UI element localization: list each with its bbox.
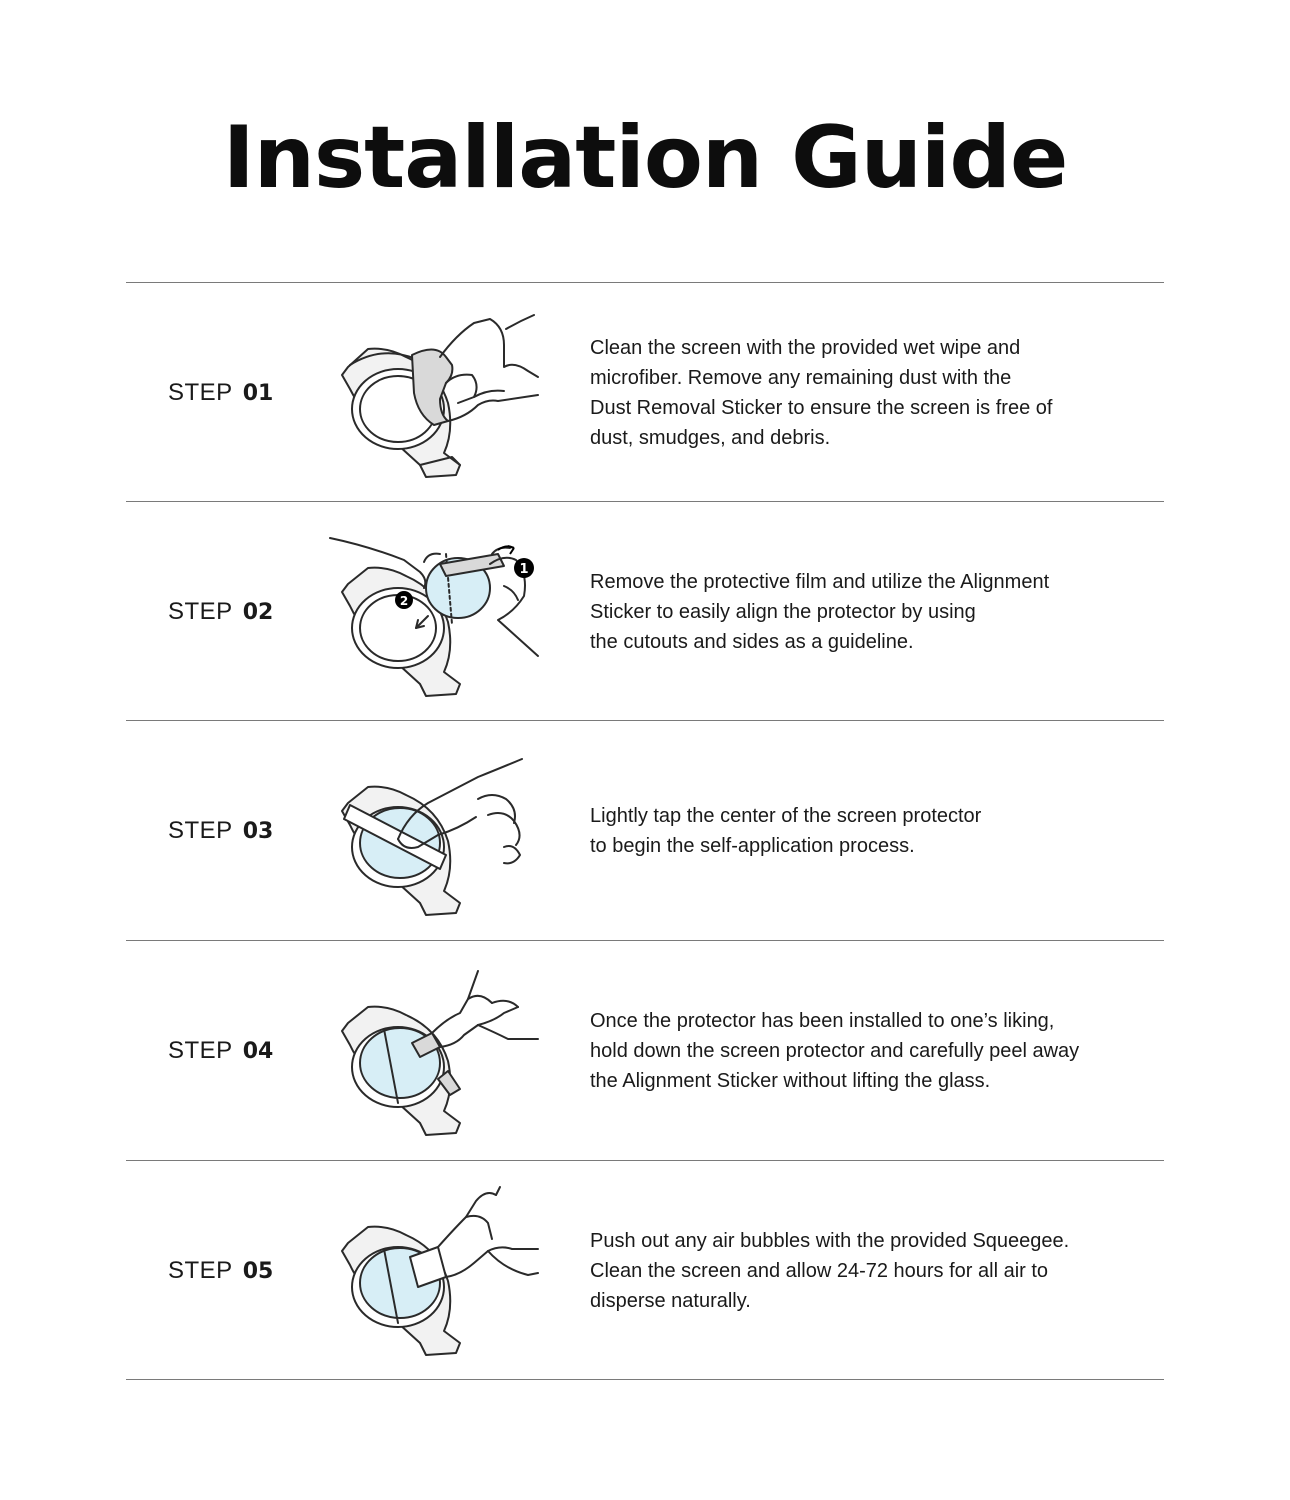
step-03 [126,721,1164,940]
step-label [168,379,273,407]
step-label: STEP 02 [168,597,274,625]
step-04 [126,941,1164,1160]
step-01 [126,283,1164,502]
step-label: STEP 03 [168,816,274,844]
step-05 [126,1161,1164,1380]
step-description: Remove the protective film and utilize the Alignment Sticker to easily align the protector by using the cutouts and sides as a guideline. [590,570,1050,653]
align-sticker-illustration [328,524,540,700]
step-description: Clean the screen with the provided wet wipe and microfiber. Remove any remaining dust with the Dust Removal Sticker to ensure the screen is free of dust, smudges, and debris. [590,336,1053,449]
step-description: Lightly tap the center of the screen protector to begin the self-application process. [590,804,982,857]
step-02 [126,502,1164,721]
step-word: STEP [168,378,233,406]
wipe-screen-illustration [328,305,540,481]
step-label: STEP 05 [168,1256,274,1284]
step-number: 04 [242,1038,274,1064]
step-number: 05 [242,1258,274,1284]
peel-sticker-illustration [328,963,540,1139]
callout-1-label: 1 [519,562,529,577]
squeegee-illustration [328,1183,540,1359]
tap-center-illustration [328,743,540,919]
step-description: Once the protector has been installed to one’s liking, hold down the screen protector and carefully peel away the Alignment Sticker without lifting the glass. [590,1009,1080,1092]
step-description: Push out any air bubbles with the provided Squeegee. Clean the screen and allow 24-72 hours for all air to disperse naturally. [590,1229,1070,1312]
step-number: 02 [242,599,274,625]
page-title: Installation Guide [222,108,1068,208]
step-label: STEP 04 [168,1036,274,1064]
step-number: 01 [242,380,274,406]
step-number: 03 [242,818,274,844]
callout-2-label: 2 [399,594,409,608]
